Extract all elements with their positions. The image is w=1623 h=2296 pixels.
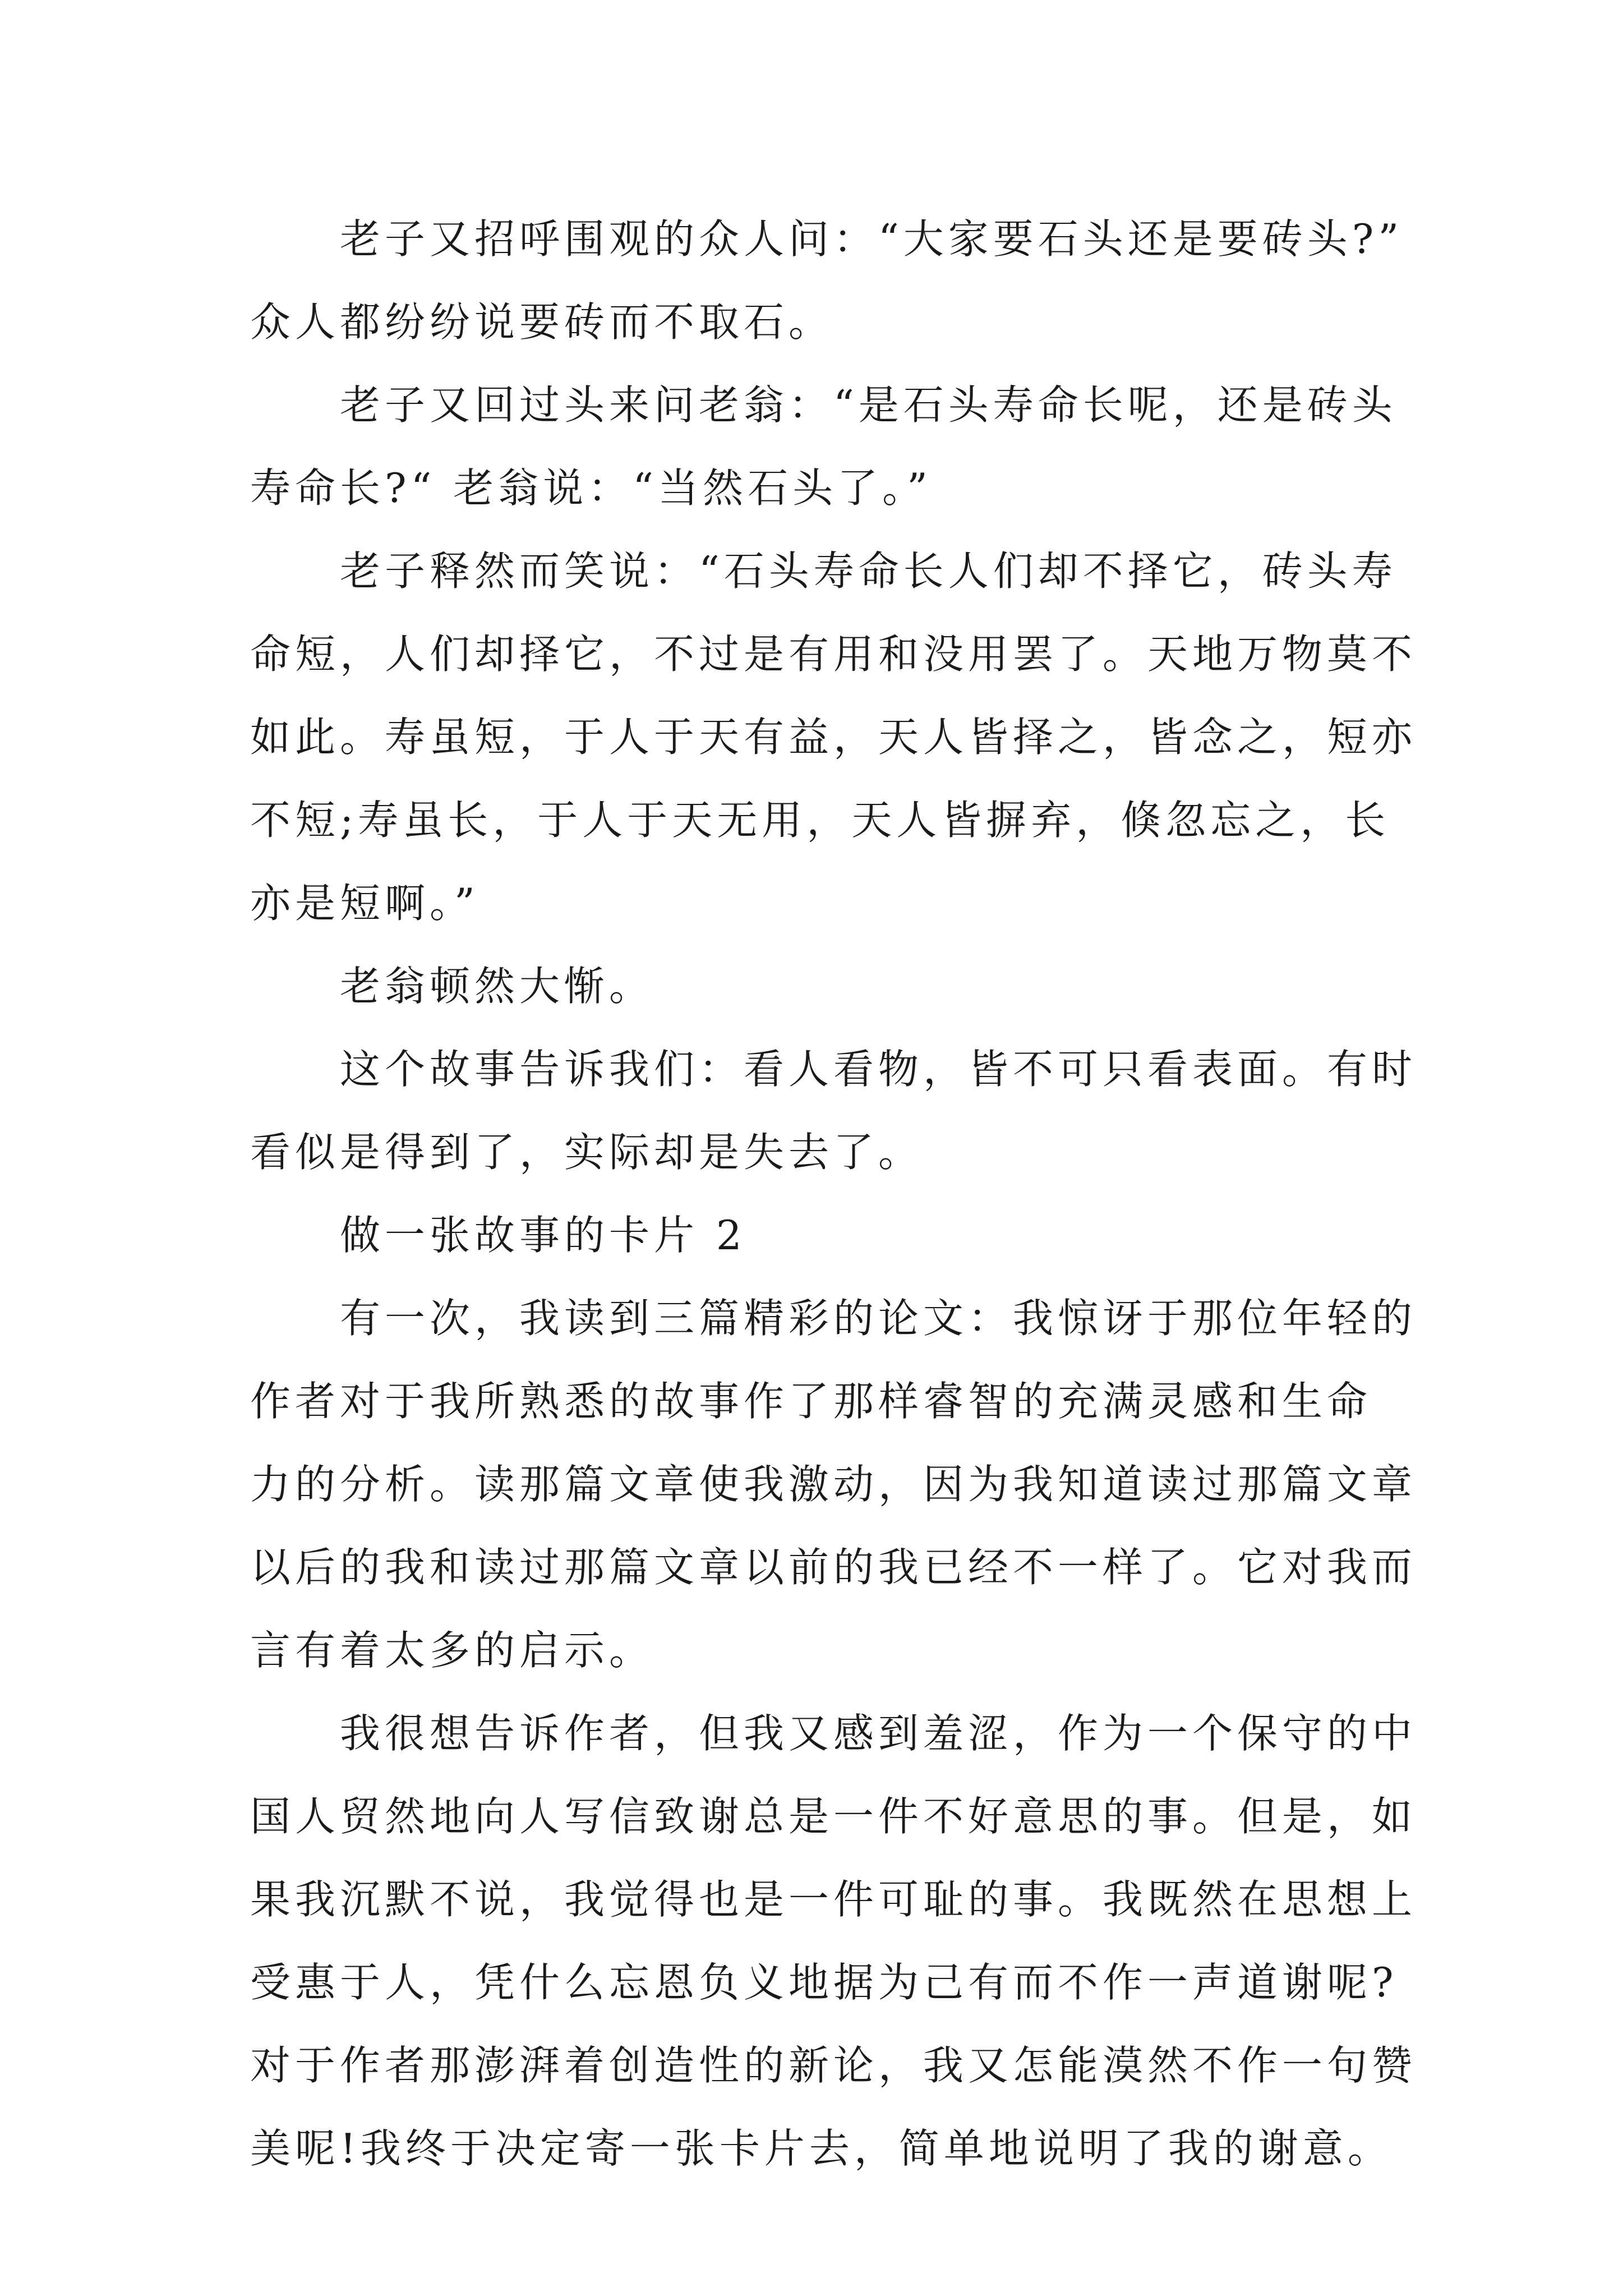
text-line: 受惠于人，凭什么忘恩负义地据为己有而不作一声道谢呢? xyxy=(250,1959,1398,2006)
text-line: 以后的我和读过那篇文章以前的我已经不一样了。它对我而 xyxy=(250,1544,1417,1591)
text-line: 力的分析。读那篇文章使我激动，因为我知道读过那篇文章 xyxy=(250,1461,1417,1508)
text-line: 不短;寿虽长，于人于天无用，天人皆摒弃，倏忽忘之，长 xyxy=(250,797,1390,844)
text-line: 老子释然而笑说：“石头寿命长人们却不择它，砖头寿 xyxy=(340,547,1397,595)
document-body xyxy=(250,197,1417,2190)
paragraph-5 xyxy=(250,1028,1417,1194)
text-line: 我很想告诉作者，但我又感到羞涩，作为一个保守的中 xyxy=(340,1710,1417,1757)
text-line: 作者对于我所熟悉的故事作了那样睿智的充满灵感和生命 xyxy=(250,1378,1372,1425)
text-line: 众人都纷纷说要砖而不取石。 xyxy=(250,298,834,346)
section-heading: 做一张故事的卡片 2 xyxy=(340,1212,746,1259)
text-line: 老子又回过头来问老翁：“是石头寿命长呢，还是砖头 xyxy=(340,381,1397,429)
text-line: 有一次，我读到三篇精彩的论文：我惊讶于那位年轻的 xyxy=(340,1295,1417,1342)
paragraph-2 xyxy=(250,364,1397,530)
text-line: 命短，人们却择它，不过是有用和没用罢了。天地万物莫不 xyxy=(250,631,1417,678)
text-line: 老子又招呼围观的众人问：“大家要石头还是要砖头?” xyxy=(340,215,1404,263)
text-line: 对于作者那澎湃着创造性的新论，我又怎能漠然不作一句赞 xyxy=(250,2042,1417,2089)
text-line: 亦是短啊。” xyxy=(250,880,479,927)
paragraph-1 xyxy=(250,197,1404,364)
text-line: 这个故事告诉我们：看人看物，皆不可只看表面。有时 xyxy=(340,1046,1417,1093)
paragraph-4 xyxy=(250,945,1389,1028)
paragraph-3 xyxy=(250,530,1417,945)
text-line: 美呢!我终于决定寄一张卡片去，简单地说明了我的谢意。 xyxy=(250,2125,1393,2172)
text-line: 国人贸然地向人写信致谢总是一件不好意思的事。但是，如 xyxy=(250,1793,1417,1840)
paragraph-7 xyxy=(250,1692,1417,2190)
text-line: 如此。寿虽短，于人于天有益，天人皆择之，皆念之，短亦 xyxy=(250,714,1417,761)
paragraph-6 xyxy=(250,1277,1417,1692)
text-line: 寿命长?“ 老翁说：“当然石头了。” xyxy=(250,464,932,512)
text-line: 老翁顿然大惭。 xyxy=(340,963,654,1010)
text-line: 看似是得到了，实际却是失去了。 xyxy=(250,1129,924,1176)
text-line: 言有着太多的启示。 xyxy=(250,1627,654,1674)
text-line: 果我沉默不说，我觉得也是一件可耻的事。我既然在思想上 xyxy=(250,1876,1417,1923)
